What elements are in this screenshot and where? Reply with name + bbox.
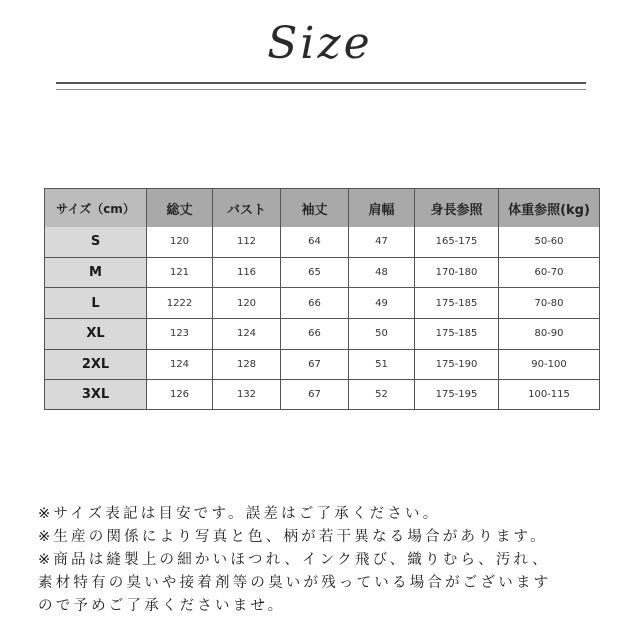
cell-sleeve: 67 [281,350,349,381]
cell-shoulder: 50 [349,319,415,350]
page-title: Size [267,18,373,69]
cell-length: 1222 [147,288,213,319]
cell-length: 123 [147,319,213,350]
header-bust: バスト [213,189,281,227]
cell-bust: 128 [213,350,281,381]
cell-shoulder: 48 [349,258,415,289]
header-length: 総丈 [147,189,213,227]
cell-weight-ref: 70-80 [499,288,599,319]
note-line: ので予めご了承くださいませ。 [38,598,286,614]
header-shoulder: 肩幅 [349,189,415,227]
size-label: XL [45,319,147,350]
header-weight-ref: 体重参照(kg) [499,189,599,227]
table-row [45,288,599,319]
header-height-ref: 身長参照 [415,189,499,227]
cell-height-ref: 165-175 [415,227,499,258]
cell-height-ref: 170-180 [415,258,499,289]
cell-shoulder: 52 [349,380,415,409]
cell-height-ref: 175-190 [415,350,499,381]
cell-length: 120 [147,227,213,258]
cell-shoulder: 49 [349,288,415,319]
header-size: サイズ（cm） [45,189,147,227]
cell-weight-ref: 50-60 [499,227,599,258]
note-line: ※商品は縫製上の細かいほつれ、インク飛び、織りむら、汚れ、 [38,552,550,568]
note-line: ※サイズ表記は目安です。誤差はご了承ください。 [38,506,441,522]
table-row [45,319,599,350]
notes-block [38,503,618,618]
size-table [44,188,600,410]
table-row [45,350,599,381]
table-row [45,258,599,289]
cell-bust: 124 [213,319,281,350]
cell-shoulder: 47 [349,227,415,258]
title-divider-bottom [56,89,586,90]
cell-length: 126 [147,380,213,409]
cell-weight-ref: 90-100 [499,350,599,381]
cell-height-ref: 175-185 [415,319,499,350]
cell-bust: 132 [213,380,281,409]
cell-weight-ref: 60-70 [499,258,599,289]
cell-sleeve: 67 [281,380,349,409]
cell-bust: 120 [213,288,281,319]
cell-sleeve: 66 [281,288,349,319]
cell-length: 121 [147,258,213,289]
size-label: 2XL [45,350,147,381]
size-label: 3XL [45,380,147,409]
table-row [45,380,599,409]
cell-sleeve: 64 [281,227,349,258]
table-row [45,227,599,258]
size-label: M [45,258,147,289]
cell-bust: 116 [213,258,281,289]
cell-sleeve: 65 [281,258,349,289]
cell-weight-ref: 80-90 [499,319,599,350]
size-label: S [45,227,147,258]
note-line: 素材特有の臭いや接着剤等の臭いが残っている場合がございます [38,575,552,591]
cell-length: 124 [147,350,213,381]
cell-height-ref: 175-195 [415,380,499,409]
title-divider-top [56,82,586,84]
cell-shoulder: 51 [349,350,415,381]
cell-weight-ref: 100-115 [499,380,599,409]
size-label: L [45,288,147,319]
header-sleeve: 袖丈 [281,189,349,227]
cell-sleeve: 66 [281,319,349,350]
cell-bust: 112 [213,227,281,258]
note-line: ※生産の関係により写真と色、柄が若干異なる場合があります。 [38,529,548,545]
table-header-row [45,189,599,227]
cell-height-ref: 175-185 [415,288,499,319]
